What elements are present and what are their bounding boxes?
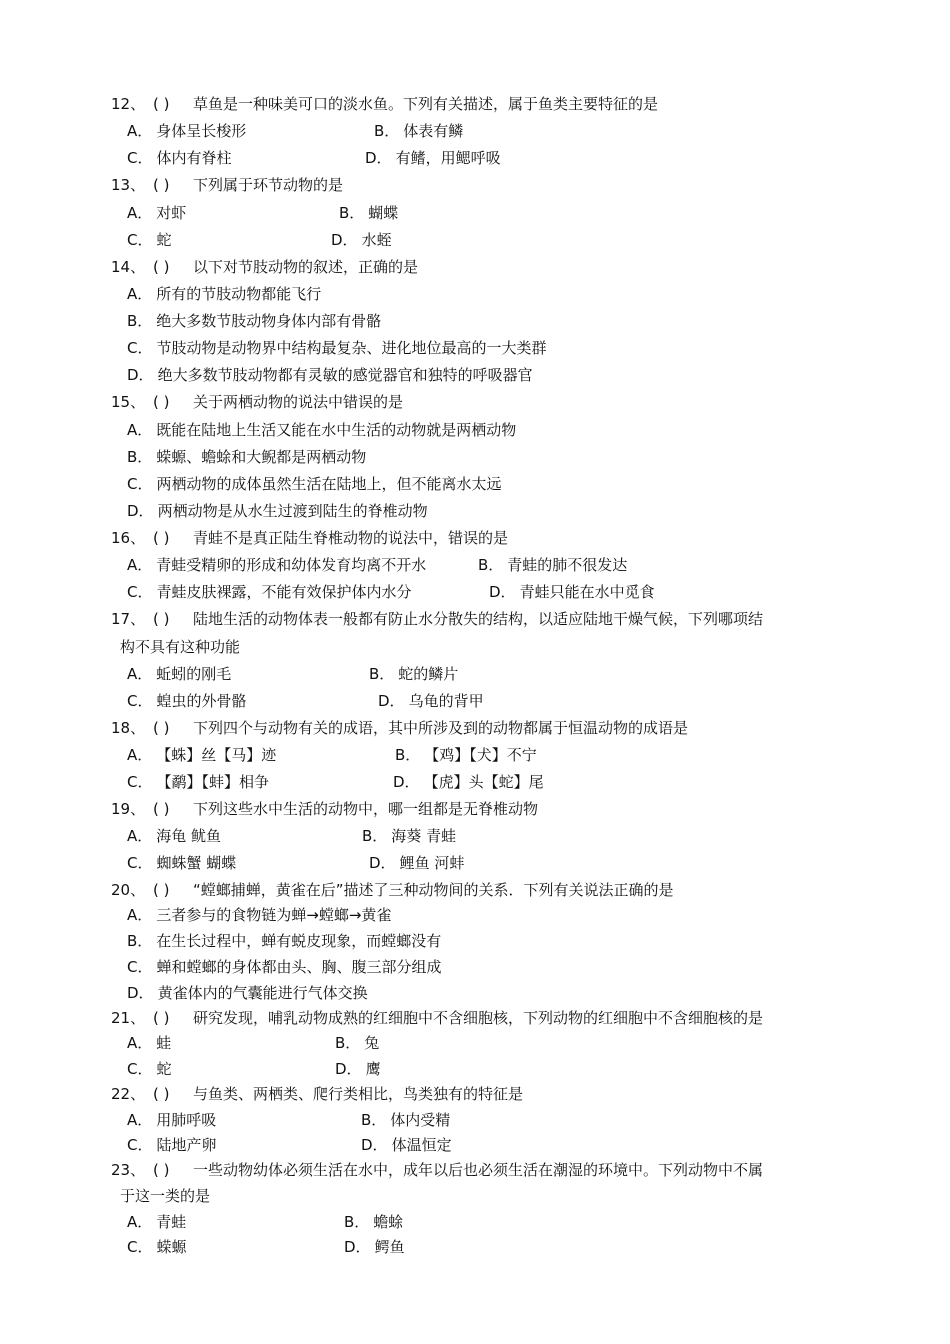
answer-blank: ( ) <box>153 1009 170 1027</box>
answer-blank: ( ) <box>153 1161 170 1179</box>
question-text: 研究发现，哺乳动物成熟的红细胞中不含细胞核，下列动物的红细胞中不含细胞核的是 <box>193 1009 764 1027</box>
option-b: B． 体表有鳞 <box>374 122 464 140</box>
answer-blank: ( ) <box>153 719 170 737</box>
question-text: 青蛙不是真正陆生脊椎动物的说法中，错误的是 <box>193 529 509 547</box>
option-d: D． 水蛭 <box>331 231 392 249</box>
option-b: B． 兔 <box>335 1034 380 1052</box>
question-number: 21、 <box>111 1009 146 1027</box>
answer-blank: ( ) <box>153 529 170 547</box>
answer-blank: ( ) <box>153 95 170 113</box>
question-22-stem <box>111 1083 523 1105</box>
question-number: 19、 <box>111 800 146 818</box>
option-c: C． 蜘蛛蟹 蝴蝶 <box>127 854 237 872</box>
option-d: D． 乌龟的背甲 <box>378 692 484 710</box>
question-text: 下列属于环节动物的是 <box>193 176 344 194</box>
question-number: 22、 <box>111 1085 146 1103</box>
question-15-stem <box>111 391 403 413</box>
option-d: D． 鳄鱼 <box>344 1238 405 1256</box>
option-b: B． 蛇的鳞片 <box>369 665 459 683</box>
option-c: C． 青蛙皮肤裸露，不能有效保护体内水分 <box>127 583 412 601</box>
option-a: A． 三者参与的食物链为蝉→螳螂→黄雀 <box>127 906 392 924</box>
answer-blank: ( ) <box>153 881 170 899</box>
option-c: C． 体内有脊柱 <box>127 149 232 167</box>
question-21-stem <box>111 1007 763 1029</box>
option-a: A． 所有的节肢动物都能飞行 <box>127 285 322 303</box>
option-a: A． 青蛙受精卵的形成和幼体发育均离不开水 <box>127 556 427 574</box>
question-text: 与鱼类、两栖类、爬行类相比，鸟类独有的特征是 <box>193 1085 524 1103</box>
question-23-stem-continued: 于这一类的是 <box>120 1187 211 1205</box>
option-d: D． 体温恒定 <box>361 1136 452 1154</box>
question-16-stem <box>111 527 508 549</box>
answer-blank: ( ) <box>153 610 170 628</box>
question-text: 以下对节肢动物的叙述，正确的是 <box>193 258 419 276</box>
option-c: C． 蝗虫的外骨骼 <box>127 692 247 710</box>
option-d: D． 青蛙只能在水中觅食 <box>489 583 655 601</box>
option-a: A． 既能在陆地上生活又能在水中生活的动物就是两栖动物 <box>127 421 517 439</box>
option-b: B． 蝾螈、蟾蜍和大鲵都是两栖动物 <box>127 448 367 466</box>
question-number: 17、 <box>111 610 146 628</box>
option-c: C． 【鹬】【蚌】相争 <box>127 773 269 791</box>
question-number: 12、 <box>111 95 146 113</box>
option-a: A． 青蛙 <box>127 1213 187 1231</box>
question-text: 陆地生活的动物体表一般都有防止水分散失的结构，以适应陆地干燥气候，下列哪项结 <box>193 610 764 628</box>
option-c: C． 节肢动物是动物界中结构最复杂、进化地位最高的一大类群 <box>127 339 547 357</box>
option-a: A． 蚯蚓的刚毛 <box>127 665 232 683</box>
question-17-stem <box>111 608 763 630</box>
option-b: B． 绝大多数节肢动物身体内部有骨骼 <box>127 312 382 330</box>
option-d: D． 黄雀体内的气囊能进行气体交换 <box>127 984 368 1002</box>
answer-blank: ( ) <box>153 176 170 194</box>
option-a: A． 对虾 <box>127 204 187 222</box>
question-12-stem <box>111 93 658 115</box>
question-text: 草鱼是一种味美可口的淡水鱼。下列有关描述，属于鱼类主要特征的是 <box>193 95 659 113</box>
question-number: 16、 <box>111 529 146 547</box>
option-c: C． 陆地产卵 <box>127 1136 217 1154</box>
option-d: D． 两栖动物是从水生过渡到陆生的脊椎动物 <box>127 502 428 520</box>
question-text: 关于两栖动物的说法中错误的是 <box>193 393 404 411</box>
answer-blank: ( ) <box>153 1085 170 1103</box>
option-a: A． 蛙 <box>127 1034 172 1052</box>
option-d: D． 鹰 <box>335 1060 381 1078</box>
question-19-stem <box>111 798 538 820</box>
option-b: B． 蟾蜍 <box>344 1213 404 1231</box>
option-a: A． 身体呈长梭形 <box>127 122 247 140</box>
question-17-stem-continued: 构不具有这种功能 <box>120 638 241 656</box>
question-text: 下列这些水中生活的动物中，哪一组都是无脊椎动物 <box>193 800 539 818</box>
question-23-stem <box>111 1159 763 1181</box>
question-20-stem <box>111 879 674 901</box>
option-c: C． 蝾螈 <box>127 1238 187 1256</box>
option-d: D． 鲤鱼 河蚌 <box>369 854 465 872</box>
answer-blank: ( ) <box>153 393 170 411</box>
option-a: A． 【蛛】丝【马】迹 <box>127 746 277 764</box>
option-d: D． 【虎】头【蛇】尾 <box>393 773 544 791</box>
option-d: D． 绝大多数节肢动物都有灵敏的感觉器官和独特的呼吸器官 <box>127 366 533 384</box>
answer-blank: ( ) <box>153 258 170 276</box>
option-b: B． 海葵 青蛙 <box>362 827 457 845</box>
question-text: 下列四个与动物有关的成语，其中所涉及到的动物都属于恒温动物的成语是 <box>193 719 689 737</box>
option-d: D． 有鳍，用鳃呼吸 <box>365 149 501 167</box>
question-number: 15、 <box>111 393 146 411</box>
option-c: C． 两栖动物的成体虽然生活在陆地上，但不能离水太远 <box>127 475 502 493</box>
question-number: 14、 <box>111 258 146 276</box>
answer-blank: ( ) <box>153 800 170 818</box>
option-b: B． 【鸡】【犬】不宁 <box>395 746 537 764</box>
question-number: 23、 <box>111 1161 146 1179</box>
question-number: 18、 <box>111 719 146 737</box>
option-b: B． 在生长过程中，蝉有蜕皮现象，而螳螂没有 <box>127 932 442 950</box>
question-13-stem <box>111 174 343 196</box>
question-number: 20、 <box>111 881 146 899</box>
option-c: C． 蛇 <box>127 1060 172 1078</box>
question-text: 一些动物幼体必须生活在水中，成年以后也必须生活在潮湿的环境中。下列动物中不属 <box>193 1161 764 1179</box>
question-number: 13、 <box>111 176 146 194</box>
option-b: B． 体内受精 <box>361 1111 451 1129</box>
question-14-stem <box>111 256 418 278</box>
option-b: B． 蝴蝶 <box>339 204 399 222</box>
option-c: C． 蝉和螳螂的身体都由头、胸、腹三部分组成 <box>127 958 442 976</box>
question-text: “螳螂捕蝉，黄雀在后”描述了三种动物间的关系．下列有关说法正确的是 <box>193 881 674 899</box>
option-a: A． 用肺呼吸 <box>127 1111 217 1129</box>
question-18-stem <box>111 717 688 739</box>
option-b: B． 青蛙的肺不很发达 <box>478 556 628 574</box>
option-c: C． 蛇 <box>127 231 172 249</box>
option-a: A． 海龟 鱿鱼 <box>127 827 222 845</box>
